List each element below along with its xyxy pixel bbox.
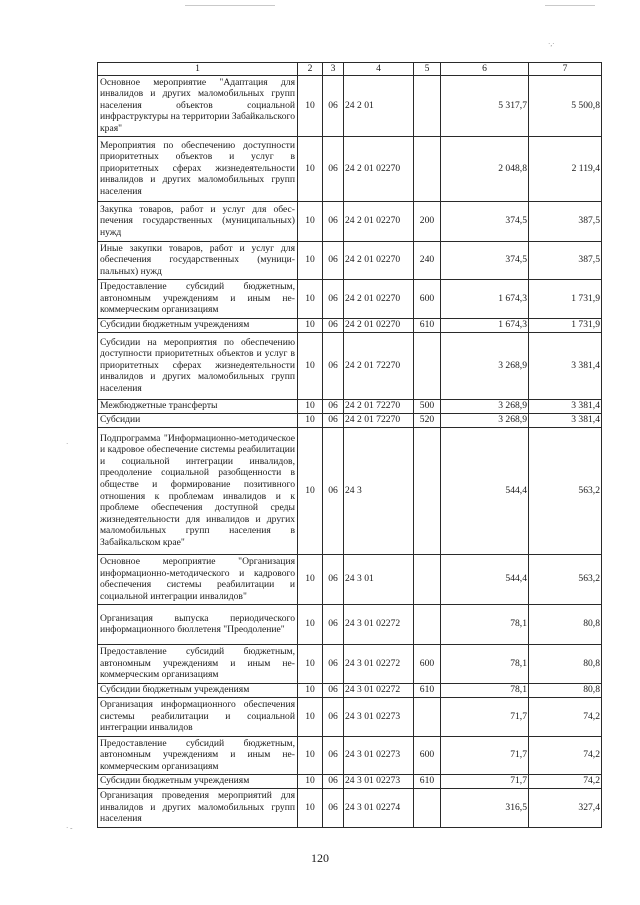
cell-target-article: 24 3 01 02272 <box>344 644 414 683</box>
cell-target-article: 24 2 01 02270 <box>344 318 414 332</box>
cell-amount-year-2: 563,2 <box>529 427 602 554</box>
cell-subsection: 06 <box>323 683 344 697</box>
cell-section: 10 <box>298 332 323 399</box>
cell-section: 10 <box>298 318 323 332</box>
scan-speck: ·,· <box>548 40 555 48</box>
cell-section: 10 <box>298 683 323 697</box>
cell-expense-type <box>414 427 441 554</box>
cell-expense-type <box>414 332 441 399</box>
cell-target-article: 24 2 01 02270 <box>344 241 414 279</box>
cell-amount-year-2: 3 381,4 <box>529 413 602 427</box>
cell-expense-type: 600 <box>414 644 441 683</box>
table-row <box>98 136 602 201</box>
cell-description: Закупка товаров, работ и услуг для обеспечения государственных (муниципальных) нужд <box>98 201 298 241</box>
cell-target-article: 24 3 01 02273 <box>344 697 414 736</box>
cell-subsection: 06 <box>323 788 344 827</box>
cell-expense-type <box>414 136 441 201</box>
cell-expense-type <box>414 75 441 136</box>
column-number-3: 3 <box>323 63 344 76</box>
cell-expense-type <box>414 788 441 827</box>
cell-section: 10 <box>298 136 323 201</box>
cell-amount-year-2: 80,8 <box>529 644 602 683</box>
cell-expense-type <box>414 604 441 644</box>
table-row <box>98 604 602 644</box>
cell-target-article: 24 3 01 02272 <box>344 683 414 697</box>
cell-description: Основное мероприятие "Организация информационно-методического и кадрового обеспечения системы реабилитации и социальной интеграции инвалидов" <box>98 554 298 604</box>
cell-expense-type <box>414 697 441 736</box>
cell-section: 10 <box>298 554 323 604</box>
cell-amount-year-2: 74,2 <box>529 736 602 774</box>
table-row <box>98 318 602 332</box>
cell-amount-year-1: 1 674,3 <box>441 318 529 332</box>
cell-subsection: 06 <box>323 332 344 399</box>
cell-target-article: 24 3 <box>344 427 414 554</box>
cell-amount-year-1: 71,7 <box>441 736 529 774</box>
column-number-6: 6 <box>441 63 529 76</box>
cell-subsection: 06 <box>323 201 344 241</box>
cell-description: Подпрограмма "Информационно-методическое и кадровое обеспечение системы реабилитации и социальной интеграции инвалидов, преодоление социальной разобщенности в обществе и формирование позитивного отношения к проблемам инвалидов и к проблеме обеспечения доступной среды жизнедеятельности для инвалидов и других маломобильных групп населения в Забайкальском крае" <box>98 427 298 554</box>
cell-amount-year-2: 74,2 <box>529 774 602 788</box>
cell-subsection: 06 <box>323 318 344 332</box>
cell-section: 10 <box>298 644 323 683</box>
column-number-2: 2 <box>298 63 323 76</box>
scan-speck: · <box>66 440 69 448</box>
table-row <box>98 788 602 827</box>
cell-amount-year-2: 327,4 <box>529 788 602 827</box>
cell-target-article: 24 3 01 02272 <box>344 604 414 644</box>
cell-description: Мероприятия по обеспечению доступности приоритетных объектов и услуг в приоритетных сферах жизнедеятельности инвалидов и других маломобильных групп населения <box>98 136 298 201</box>
cell-description: Субсидии бюджетным учреждениям <box>98 683 298 697</box>
cell-amount-year-2: 74,2 <box>529 697 602 736</box>
cell-amount-year-1: 3 268,9 <box>441 399 529 413</box>
cell-subsection: 06 <box>323 736 344 774</box>
cell-amount-year-1: 316,5 <box>441 788 529 827</box>
table-row <box>98 75 602 136</box>
budget-table-body <box>98 63 602 828</box>
cell-amount-year-1: 3 268,9 <box>441 332 529 399</box>
table-row <box>98 774 602 788</box>
cell-expense-type: 520 <box>414 413 441 427</box>
cell-subsection: 06 <box>323 554 344 604</box>
cell-amount-year-2: 2 119,4 <box>529 136 602 201</box>
cell-section: 10 <box>298 736 323 774</box>
cell-description: Субсидии бюджетным учреждениям <box>98 774 298 788</box>
table-row <box>98 644 602 683</box>
cell-expense-type: 600 <box>414 279 441 318</box>
cell-amount-year-2: 80,8 <box>529 604 602 644</box>
cell-subsection: 06 <box>323 75 344 136</box>
cell-amount-year-1: 71,7 <box>441 774 529 788</box>
cell-amount-year-2: 3 381,4 <box>529 399 602 413</box>
cell-amount-year-1: 374,5 <box>441 241 529 279</box>
page-number: 120 <box>311 851 329 865</box>
cell-amount-year-2: 80,8 <box>529 683 602 697</box>
cell-expense-type: 610 <box>414 683 441 697</box>
table-row <box>98 413 602 427</box>
cell-section: 10 <box>298 788 323 827</box>
cell-description: Субсидии <box>98 413 298 427</box>
budget-table <box>97 62 602 828</box>
cell-section: 10 <box>298 427 323 554</box>
cell-target-article: 24 2 01 72270 <box>344 332 414 399</box>
table-row <box>98 399 602 413</box>
cell-subsection: 06 <box>323 279 344 318</box>
top-scan-line <box>545 5 595 6</box>
cell-subsection: 06 <box>323 413 344 427</box>
cell-amount-year-2: 387,5 <box>529 201 602 241</box>
table-row <box>98 201 602 241</box>
cell-amount-year-1: 3 268,9 <box>441 413 529 427</box>
cell-expense-type: 610 <box>414 774 441 788</box>
table-row <box>98 736 602 774</box>
cell-subsection: 06 <box>323 399 344 413</box>
cell-target-article: 24 3 01 02273 <box>344 736 414 774</box>
cell-expense-type: 500 <box>414 399 441 413</box>
cell-section: 10 <box>298 241 323 279</box>
cell-expense-type <box>414 554 441 604</box>
cell-section: 10 <box>298 201 323 241</box>
cell-description: Организация проведения мероприятий для инвалидов и других маломобильных групп населения <box>98 788 298 827</box>
table-row <box>98 332 602 399</box>
cell-section: 10 <box>298 413 323 427</box>
scan-speck: · - <box>66 824 73 832</box>
cell-amount-year-1: 1 674,3 <box>441 279 529 318</box>
cell-description: Субсидии на мероприятия по обеспечению доступности приоритетных объектов и услуг в приоритетных сферах жизнедеятельности инвалидов и других маломобильных групп населения <box>98 332 298 399</box>
cell-expense-type: 200 <box>414 201 441 241</box>
cell-section: 10 <box>298 279 323 318</box>
cell-section: 10 <box>298 75 323 136</box>
cell-amount-year-1: 71,7 <box>441 697 529 736</box>
cell-section: 10 <box>298 604 323 644</box>
cell-amount-year-1: 2 048,8 <box>441 136 529 201</box>
column-number-1: 1 <box>98 63 298 76</box>
cell-description: Организация выпуска периодического информационного бюллетеня "Преодоление" <box>98 604 298 644</box>
table-row <box>98 427 602 554</box>
cell-amount-year-1: 78,1 <box>441 683 529 697</box>
table-row <box>98 241 602 279</box>
cell-description: Иные закупки товаров, работ и услуг для обеспечения государственных (муниципальных) нужд <box>98 241 298 279</box>
cell-amount-year-2: 387,5 <box>529 241 602 279</box>
cell-description: Предоставление субсидий бюджетным, автономным учреждениям и иным некоммерческим организациям <box>98 279 298 318</box>
cell-target-article: 24 2 01 72270 <box>344 413 414 427</box>
cell-expense-type: 610 <box>414 318 441 332</box>
cell-target-article: 24 3 01 02273 <box>344 774 414 788</box>
cell-section: 10 <box>298 697 323 736</box>
cell-section: 10 <box>298 399 323 413</box>
cell-target-article: 24 2 01 72270 <box>344 399 414 413</box>
cell-description: Предоставление субсидий бюджетным, автономным учреждениям и иным некоммерческим организациям <box>98 644 298 683</box>
cell-subsection: 06 <box>323 697 344 736</box>
cell-section: 10 <box>298 774 323 788</box>
cell-description: Межбюджетные трансферты <box>98 399 298 413</box>
cell-target-article: 24 2 01 02270 <box>344 201 414 241</box>
cell-amount-year-1: 5 317,7 <box>441 75 529 136</box>
table-row <box>98 697 602 736</box>
cell-target-article: 24 2 01 02270 <box>344 136 414 201</box>
cell-amount-year-2: 563,2 <box>529 554 602 604</box>
column-number-7: 7 <box>529 63 602 76</box>
cell-description: Субсидии бюджетным учреждениям <box>98 318 298 332</box>
cell-subsection: 06 <box>323 427 344 554</box>
cell-target-article: 24 3 01 <box>344 554 414 604</box>
cell-expense-type: 600 <box>414 736 441 774</box>
column-number-5: 5 <box>414 63 441 76</box>
table-row <box>98 683 602 697</box>
cell-amount-year-2: 1 731,9 <box>529 279 602 318</box>
cell-amount-year-1: 78,1 <box>441 604 529 644</box>
cell-amount-year-1: 78,1 <box>441 644 529 683</box>
cell-subsection: 06 <box>323 136 344 201</box>
cell-description: Предоставление субсидий бюджетным, автономным учреждениям и иным некоммерческим организациям <box>98 736 298 774</box>
cell-target-article: 24 3 01 02274 <box>344 788 414 827</box>
cell-target-article: 24 2 01 02270 <box>344 279 414 318</box>
cell-amount-year-1: 544,4 <box>441 554 529 604</box>
cell-amount-year-1: 544,4 <box>441 427 529 554</box>
cell-amount-year-2: 5 500,8 <box>529 75 602 136</box>
cell-subsection: 06 <box>323 241 344 279</box>
column-number-row <box>98 63 602 76</box>
top-scan-line <box>185 5 275 6</box>
cell-description: Основное мероприятие "Адаптация для инвалидов и других маломобильных групп населения объектов социальной инфраструктуры на территории Забайкальского края" <box>98 75 298 136</box>
table-row <box>98 554 602 604</box>
cell-amount-year-1: 374,5 <box>441 201 529 241</box>
cell-subsection: 06 <box>323 774 344 788</box>
column-number-4: 4 <box>344 63 414 76</box>
cell-description: Организация информационного обеспечения системы реабилитации и социальной интеграции инвалидов <box>98 697 298 736</box>
cell-expense-type: 240 <box>414 241 441 279</box>
cell-subsection: 06 <box>323 644 344 683</box>
cell-amount-year-2: 1 731,9 <box>529 318 602 332</box>
cell-amount-year-2: 3 381,4 <box>529 332 602 399</box>
cell-subsection: 06 <box>323 604 344 644</box>
cell-target-article: 24 2 01 <box>344 75 414 136</box>
table-row <box>98 279 602 318</box>
